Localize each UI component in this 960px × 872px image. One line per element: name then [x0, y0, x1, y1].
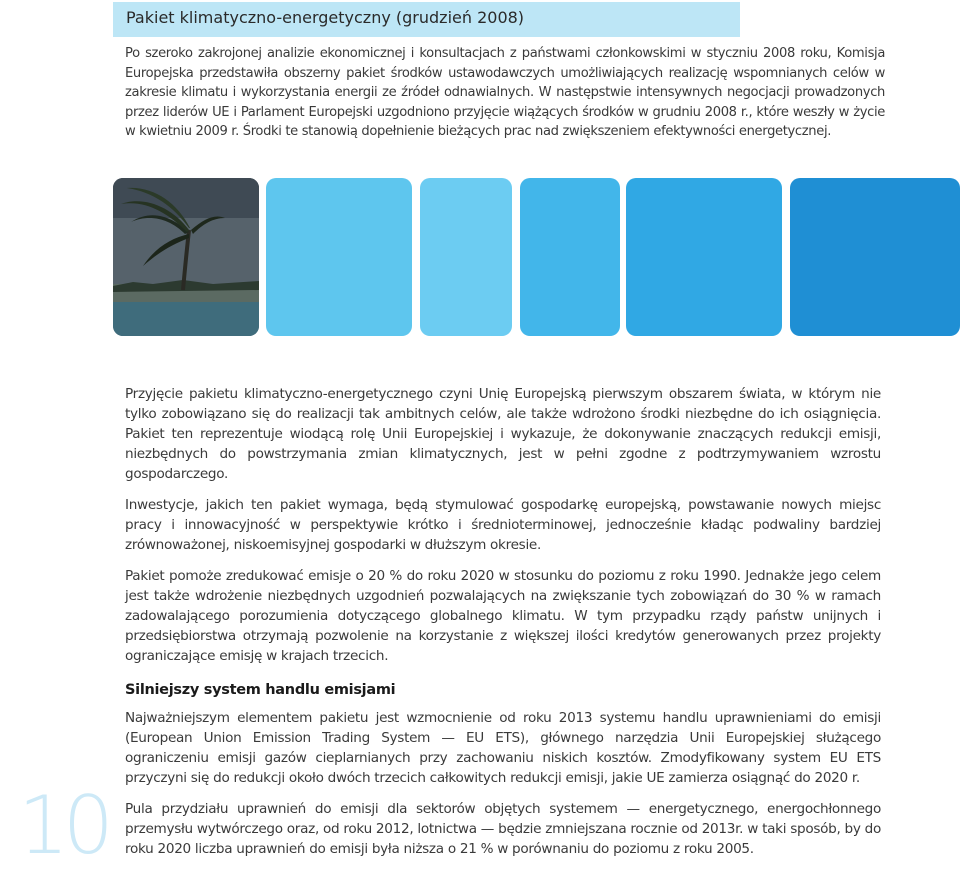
body-paragraph: Pula przydziału uprawnień do emisji dla sektorów objętych systemem — energetycznego, energochłonnego przemysłu wytwórczego oraz, od roku 2012, lotnictwa — będzie zmniejszana rocznie od 2013r. w taki sposób, by do roku 2020 liczba uprawnień do emisji była niższa o 21 % w porównaniu do poziomu z roku 2005.: [125, 801, 881, 857]
image-strip: [0, 178, 960, 336]
body-paragraph: Przyjęcie pakietu klimatyczno-energetycznego czyni Unię Europejską pierwszym obszarem świata, w którym nie tylko zobowiązano się do realizacji tak ambitnych celów, ale także wdrożono środki niezbędne do ich osiągnięcia. Pakiet ten reprezentuje wiodącą rolę Unii Europejskiej i wykazuje, że dokonywanie znaczących redukcji emisji, niezbędnych do powstrzymania zmian klimatycznych, jest w pełni zgodne z podtrzymywaniem wzrostu gospodarczego.: [125, 386, 881, 482]
windswept-palm-tree-photo: [113, 178, 259, 336]
palm-tree-illustration: [113, 178, 259, 336]
color-tile-1: [266, 178, 412, 336]
color-tile-4: [626, 178, 782, 336]
color-tile-2: [420, 178, 512, 336]
page-number: 10: [18, 779, 108, 872]
page-title: Pakiet klimatyczno-energetyczny (grudzień 2008): [126, 8, 525, 27]
header-bar: [113, 2, 740, 37]
color-tile-5: [790, 178, 960, 336]
body-text: [125, 384, 881, 870]
body-paragraph: Pakiet pomoże zredukować emisje o 20 % do roku 2020 w stosunku do poziomu z roku 1990. Jednakże jego celem jest także wdrożenie niezbędnych uzgodnień pozwalających na zwiększanie tych zobowiązań do 30 % w ramach zadowalającego porozumienia dotyczącego globalnego klimatu. W tym przypadku rządy państw unijnych i przedsiębiorstwa otrzymają pozwolenie na korzystanie z większej ilości kredytów generowanych przez projekty ograniczające emisję w krajach trzecich.: [125, 568, 881, 664]
color-tile-3: [520, 178, 620, 336]
section-heading: Silniejszy system handlu emisjami: [125, 682, 396, 698]
intro-paragraph: Po szeroko zakrojonej analizie ekonomicznej i konsultacjach z państwami członkowskimi w styczniu 2008 roku, Komisja Europejska przedstawiła obszerny pakiet środków ustawodawczych umożliwiających realizację wspomnianych celów w zakresie klimatu i wykorzystania energii ze źródeł odnawialnych. W następstwie intensywnych negocjacji prowadzonych przez liderów UE i Parlament Europejski uzgodniono przyjęcie wiążących środków w grudniu 2008 r., które weszły w życie w kwietniu 2009 r. Środki te stanowią dopełnienie bieżących prac nad zwiększeniem efektywności energetycznej.: [125, 46, 885, 140]
body-paragraph: Najważniejszym elementem pakietu jest wzmocnienie od roku 2013 systemu handlu uprawnieniami do emisji (European Union Emission Trading System — EU ETS), głównego narzędzia Unii Europejskiej służącego ograniczeniu emisji gazów cieplarnianych przy zachowaniu niskich kosztów. Zmodyfikowany system EU ETS przyczyni się do redukcji około dwóch trzecich całkowitych redukcji emisji, jakie UE zamierza osiągnąć do 2020 r.: [125, 710, 881, 786]
body-paragraph: Inwestycje, jakich ten pakiet wymaga, będą stymulować gospodarkę europejską, powstawanie nowych miejsc pracy i innowacyjność w perspektywie krótko i średnioterminowej, jednocześnie kładąc podwaliny bardziej zrównoważonej, niskoemisyjnej gospodarki w dłuższym okresie.: [125, 497, 881, 553]
